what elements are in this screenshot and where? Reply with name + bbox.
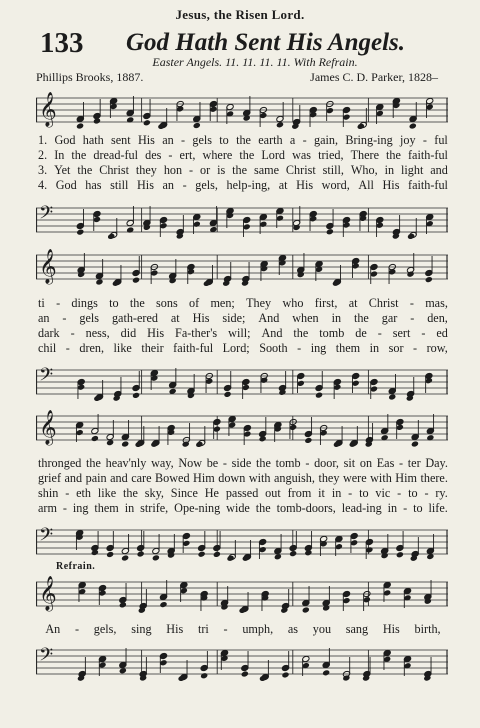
lyric-syllable: you bbox=[312, 622, 332, 636]
lyric-syllable: to bbox=[219, 133, 229, 147]
note-head bbox=[241, 671, 249, 678]
treble-staff bbox=[36, 572, 448, 616]
lyric-syllable: tried, bbox=[318, 148, 344, 162]
lyric-syllable: sing bbox=[131, 622, 152, 636]
lyric-syllable: He bbox=[204, 486, 219, 500]
lyric-syllable: care bbox=[131, 471, 152, 485]
lyric-syllable: ful bbox=[434, 133, 448, 147]
lyric-syllable: as bbox=[287, 622, 299, 636]
note-head bbox=[281, 671, 289, 678]
lyric-syllable: anguish, bbox=[273, 471, 315, 485]
lyric-syllable: the bbox=[255, 501, 271, 515]
lyric-line bbox=[38, 178, 448, 193]
lyric-line bbox=[38, 501, 448, 516]
lyric-syllable: to bbox=[408, 486, 418, 500]
lyric-syllable: Lord bbox=[261, 148, 286, 162]
lyric-syllable: An bbox=[45, 622, 61, 636]
lyric-syllable: the bbox=[77, 163, 93, 177]
note-head bbox=[224, 391, 232, 398]
lyric-syllable: His bbox=[192, 311, 210, 325]
lyric-syllable: Yet bbox=[54, 163, 71, 177]
note-head bbox=[213, 551, 221, 558]
treble-clef: 𝄞 bbox=[39, 410, 57, 445]
lyric-syllable: - bbox=[181, 133, 186, 147]
lyric-syllable: like bbox=[113, 341, 132, 355]
lyric-syllable: is bbox=[217, 163, 226, 177]
lyric-syllable: out bbox=[265, 486, 281, 500]
note-head bbox=[200, 672, 208, 679]
lyric-syllable: strife, bbox=[140, 501, 169, 515]
bass-clef: 𝄢 bbox=[39, 365, 54, 390]
lyric-syllable: - bbox=[56, 296, 61, 310]
lyric-syllable: the bbox=[86, 456, 101, 470]
lyric-syllable: And bbox=[261, 326, 283, 340]
lyric-syllable: faith-ful bbox=[173, 341, 214, 355]
lyric-syllable: where bbox=[202, 148, 233, 162]
note-head bbox=[121, 555, 129, 562]
bass-staff bbox=[36, 640, 448, 684]
lyric-syllable: with bbox=[248, 471, 271, 485]
tune-name: Easter Angels. 11. 11. 11. 11. With Refrain. bbox=[152, 55, 358, 69]
lyric-syllable: des bbox=[145, 148, 162, 162]
lyric-syllable: from bbox=[287, 486, 312, 500]
lyric-syllable: His bbox=[137, 133, 155, 147]
lyric-syllable: - bbox=[305, 456, 310, 470]
note-head bbox=[137, 550, 145, 557]
lyric-syllable: His bbox=[137, 178, 154, 192]
staff-svg bbox=[36, 198, 448, 242]
lyric-syllable: heav'nly bbox=[105, 456, 147, 470]
lyric-syllable: Lord; bbox=[222, 341, 250, 355]
bass-staff bbox=[36, 360, 448, 404]
note-head bbox=[289, 550, 297, 557]
lyric-syllable: Him bbox=[395, 471, 417, 485]
lyric-syllable: 4. bbox=[38, 178, 48, 192]
lyrics-system-2 bbox=[38, 296, 448, 356]
lyric-syllable: birth, bbox=[414, 622, 441, 636]
lyric-syllable: same bbox=[253, 163, 279, 177]
lyric-syllable: - bbox=[189, 163, 194, 177]
lyric-syllable: - bbox=[410, 311, 415, 325]
lyric-syllable: dren, bbox=[79, 341, 105, 355]
lyric-syllable: Fa-ther's bbox=[175, 326, 218, 340]
lyric-line bbox=[38, 133, 448, 148]
lyric-syllable: ert, bbox=[179, 148, 196, 162]
lyric-syllable: at bbox=[348, 296, 358, 310]
bass-staff bbox=[36, 198, 448, 242]
lyric-syllable: And bbox=[258, 311, 280, 325]
lyric-line bbox=[38, 471, 448, 486]
lyric-syllable: sons bbox=[156, 296, 178, 310]
lyric-syllable: - bbox=[62, 311, 67, 325]
lyric-syllable: men; bbox=[210, 296, 235, 310]
treble-clef: 𝄞 bbox=[39, 249, 57, 284]
lyric-syllable: ed bbox=[436, 326, 448, 340]
lyric-syllable: gain, bbox=[314, 133, 339, 147]
lyric-syllable: sang bbox=[345, 622, 369, 636]
lyric-syllable: tomb bbox=[319, 326, 345, 340]
note-head bbox=[76, 229, 84, 236]
lyric-line bbox=[38, 326, 448, 341]
treble-clef: 𝄞 bbox=[39, 92, 57, 127]
lyric-syllable: There bbox=[350, 148, 379, 162]
lyric-line bbox=[38, 163, 448, 178]
note-head bbox=[425, 276, 433, 283]
staff-svg bbox=[36, 406, 448, 450]
lyric-syllable: - bbox=[377, 326, 382, 340]
lyric-syllable: who bbox=[282, 296, 304, 310]
lyric-line bbox=[38, 341, 448, 356]
lyrics-system-1 bbox=[38, 133, 448, 193]
lyric-syllable: dings bbox=[71, 296, 98, 310]
lyric-syllable: - bbox=[348, 486, 353, 500]
lyric-syllable: faith-ful bbox=[408, 148, 448, 162]
lyric-syllable: the bbox=[293, 326, 309, 340]
lyric-syllable: side bbox=[231, 456, 252, 470]
lyric-syllable: did bbox=[120, 326, 137, 340]
lyric-line bbox=[38, 456, 448, 471]
lyric-syllable: - bbox=[399, 456, 404, 470]
lyric-syllable: Now bbox=[178, 456, 203, 470]
lyric-syllable: on bbox=[359, 456, 373, 470]
lyric-syllable: ing bbox=[72, 501, 89, 515]
lyric-syllable: like bbox=[97, 486, 117, 500]
lyric-syllable: wide bbox=[226, 501, 250, 515]
lyric-line bbox=[38, 296, 448, 311]
lyric-syllable: - bbox=[302, 133, 307, 147]
lyric-syllable: ing bbox=[310, 341, 327, 355]
lyric-syllable: they bbox=[135, 163, 157, 177]
lyric-syllable: or bbox=[200, 163, 211, 177]
lyric-syllable: hon bbox=[163, 163, 183, 177]
lyric-syllable: - bbox=[297, 341, 302, 355]
lyric-syllable: be bbox=[206, 456, 219, 470]
note-head bbox=[315, 392, 323, 399]
note-head bbox=[195, 441, 203, 448]
lyric-syllable: word, bbox=[321, 178, 350, 192]
lyric-syllable: passed bbox=[225, 486, 259, 500]
lyric-syllable: joy bbox=[400, 133, 416, 147]
lyric-syllable: in bbox=[331, 311, 342, 325]
staff-svg bbox=[36, 640, 448, 684]
lyric-syllable: ter bbox=[407, 456, 421, 470]
lyric-syllable: Christ bbox=[285, 163, 316, 177]
lyric-line bbox=[38, 486, 448, 501]
lyric-syllable: - bbox=[182, 178, 187, 192]
note-head bbox=[76, 123, 84, 130]
lyric-syllable: - bbox=[424, 486, 429, 500]
lyric-syllable: pain bbox=[85, 471, 107, 485]
lyric-syllable: to bbox=[359, 486, 369, 500]
lyric-syllable: - bbox=[75, 622, 80, 636]
note-head bbox=[132, 277, 140, 284]
lyric-syllable: still, bbox=[322, 163, 344, 177]
refrain-label: Refrain. bbox=[56, 561, 96, 572]
note-head bbox=[302, 606, 310, 613]
bass-staff bbox=[36, 520, 448, 564]
lyric-syllable: umph, bbox=[242, 622, 274, 636]
lyric-syllable: the bbox=[123, 486, 138, 500]
lyric-syllable: gar bbox=[381, 311, 398, 325]
lyric-syllable: sert bbox=[392, 326, 411, 340]
lyric-syllable: way, bbox=[151, 456, 174, 470]
treble-clef: 𝄞 bbox=[39, 576, 57, 611]
treble-staff bbox=[36, 88, 448, 132]
lyric-syllable: mas, bbox=[425, 296, 448, 310]
treble-staff bbox=[36, 406, 448, 450]
lyric-syllable: an bbox=[162, 178, 175, 192]
lyric-syllable: - bbox=[70, 326, 75, 340]
lyric-syllable: Him bbox=[193, 471, 215, 485]
note-head bbox=[227, 555, 235, 562]
note-head bbox=[132, 392, 140, 399]
lyric-syllable: hath bbox=[82, 133, 104, 147]
lyric-syllable: - bbox=[413, 341, 418, 355]
lyric-syllable: dark bbox=[38, 326, 60, 340]
staff-svg bbox=[36, 572, 448, 616]
lyric-syllable: faith-ful bbox=[408, 178, 448, 192]
note-head bbox=[193, 122, 201, 129]
lyric-syllable: de bbox=[355, 326, 367, 340]
lyric-syllable: in bbox=[124, 501, 135, 515]
lyric-syllable: His bbox=[382, 178, 400, 192]
lyric-syllable: thronged bbox=[38, 456, 82, 470]
lyric-syllable: the bbox=[129, 296, 145, 310]
lyric-syllable: - bbox=[403, 501, 408, 515]
lyric-syllable: has bbox=[85, 178, 102, 192]
lyric-syllable: eth bbox=[76, 486, 91, 500]
lyric-syllable: His bbox=[147, 326, 165, 340]
lyric-syllable: vic bbox=[375, 486, 391, 500]
lyric-syllable: down bbox=[218, 471, 246, 485]
lyric-syllable: row, bbox=[426, 341, 448, 355]
lyric-syllable: will; bbox=[228, 326, 251, 340]
lyric-syllable: at bbox=[170, 311, 180, 325]
note-head bbox=[106, 551, 114, 558]
staff-svg bbox=[36, 245, 448, 289]
note-head bbox=[322, 669, 330, 676]
lyric-syllable: arm bbox=[38, 501, 57, 515]
lyric-syllable: it bbox=[318, 486, 325, 500]
lyric-syllable: tomb bbox=[275, 456, 301, 470]
lyric-syllable: - bbox=[422, 133, 427, 147]
lyric-syllable: God bbox=[54, 133, 76, 147]
lyric-syllable: His bbox=[166, 622, 184, 636]
lyric-syllable: His bbox=[382, 622, 400, 636]
lyric-syllable: of bbox=[189, 296, 200, 310]
note-head bbox=[326, 228, 334, 235]
lyric-syllable: the bbox=[386, 148, 401, 162]
staff-svg bbox=[36, 360, 448, 404]
note-head bbox=[388, 393, 396, 400]
lyric-syllable: first, bbox=[314, 296, 338, 310]
lyric-syllable: sit bbox=[343, 456, 356, 470]
note-head bbox=[396, 551, 404, 558]
lyric-syllable: the bbox=[71, 148, 87, 162]
lyric-syllable: gath-ered bbox=[111, 311, 158, 325]
lyric-syllable: All bbox=[358, 178, 374, 192]
lyric-syllable: sor bbox=[388, 341, 404, 355]
lyric-syllable: was bbox=[292, 148, 312, 162]
lyric-syllable: earth bbox=[258, 133, 283, 147]
treble-staff bbox=[36, 245, 448, 289]
lyric-syllable: ti bbox=[38, 296, 45, 310]
hymn-title: God Hath Sent His Angels. bbox=[126, 29, 405, 56]
lyrics-system-4 bbox=[38, 622, 448, 637]
lyric-syllable: His bbox=[296, 178, 314, 192]
lyric-syllable: 1. bbox=[38, 133, 48, 147]
lyric-syllable: sent bbox=[111, 133, 131, 147]
note-head bbox=[143, 119, 151, 126]
lyric-line bbox=[38, 311, 448, 326]
lyric-syllable: sky, bbox=[144, 486, 164, 500]
lyric-line bbox=[38, 622, 448, 637]
lyric-syllable: the bbox=[353, 311, 369, 325]
lyric-syllable: Christ bbox=[99, 163, 129, 177]
lyric-syllable: Eas bbox=[376, 456, 395, 470]
lyric-syllable: door, bbox=[314, 456, 339, 470]
lyric-syllable: Day. bbox=[425, 456, 448, 470]
lyric-syllable: when bbox=[292, 311, 319, 325]
running-head: Jesus, the Risen Lord. bbox=[175, 7, 305, 22]
lyric-syllable: dread-ful bbox=[93, 148, 139, 162]
lyric-syllable: - bbox=[421, 326, 426, 340]
lyric-syllable: Who, bbox=[350, 163, 378, 177]
composer-credit: James C. D. Parker, 1828– bbox=[310, 70, 438, 84]
note-head bbox=[121, 441, 129, 448]
lyric-syllable: - bbox=[409, 296, 414, 310]
lyric-syllable: in bbox=[331, 486, 342, 500]
lyric-syllable: light bbox=[400, 163, 424, 177]
note-head bbox=[304, 437, 312, 444]
lyric-syllable: den, bbox=[427, 311, 448, 325]
note-head bbox=[152, 554, 160, 561]
staff-svg bbox=[36, 88, 448, 132]
note-head bbox=[409, 123, 417, 130]
staff-svg bbox=[36, 520, 448, 564]
note-head bbox=[126, 226, 134, 233]
lyric-syllable: still bbox=[110, 178, 129, 192]
lyric-syllable: they bbox=[318, 471, 340, 485]
lyric-syllable: lead-ing bbox=[341, 501, 382, 515]
lyric-syllable: In bbox=[54, 148, 65, 162]
lyric-syllable: Christ bbox=[368, 296, 399, 310]
lyric-syllable: and bbox=[110, 471, 128, 485]
lyric-syllable: and bbox=[430, 163, 448, 177]
lyric-syllable: chil bbox=[38, 341, 57, 355]
lyric-syllable: shin bbox=[38, 486, 59, 500]
lyric-syllable: them bbox=[94, 501, 119, 515]
lyric-syllable: tomb-doors, bbox=[276, 501, 336, 515]
lyric-syllable: ry. bbox=[435, 486, 448, 500]
lyric-syllable: They bbox=[246, 296, 272, 310]
lyric-syllable: 2. bbox=[38, 148, 48, 162]
hymn-number: 133 bbox=[40, 27, 84, 59]
lyric-syllable: ness, bbox=[85, 326, 110, 340]
lyric-syllable: gels, bbox=[93, 622, 117, 636]
note-head bbox=[107, 233, 115, 240]
lyric-syllable: tri bbox=[197, 622, 209, 636]
lyric-syllable: at bbox=[278, 178, 288, 192]
bass-clef: 𝄢 bbox=[39, 203, 54, 228]
lyric-syllable: - bbox=[168, 148, 173, 162]
lyric-syllable: in bbox=[384, 163, 395, 177]
note-head bbox=[95, 279, 103, 286]
note-head bbox=[91, 435, 99, 442]
lyric-syllable: to bbox=[413, 501, 423, 515]
lyric-syllable: the bbox=[255, 456, 271, 470]
bass-clef: 𝄢 bbox=[39, 645, 54, 670]
lyric-syllable: there. bbox=[420, 471, 448, 485]
note-head bbox=[357, 123, 365, 130]
lyric-syllable: side; bbox=[222, 311, 246, 325]
author-credit: Phillips Brooks, 1887. bbox=[36, 70, 144, 84]
lyric-syllable: a bbox=[289, 133, 296, 147]
lyric-syllable: the bbox=[239, 148, 255, 162]
lyric-syllable: - bbox=[65, 486, 70, 500]
lyric-syllable: gels, bbox=[195, 178, 218, 192]
lyric-syllable: were bbox=[342, 471, 367, 485]
bass-clef: 𝄢 bbox=[39, 525, 54, 550]
lyric-syllable: - bbox=[223, 622, 228, 636]
lyric-syllable: gels bbox=[79, 311, 100, 325]
lyric-syllable: Sooth bbox=[259, 341, 288, 355]
note-head bbox=[159, 601, 167, 608]
lyric-syllable: an bbox=[162, 133, 174, 147]
lyric-syllable: Bowed bbox=[155, 471, 190, 485]
lyric-syllable: with bbox=[370, 471, 392, 485]
lyric-syllable: God bbox=[55, 178, 77, 192]
lyric-syllable: an bbox=[38, 311, 50, 325]
note-head bbox=[198, 551, 206, 558]
lyric-syllable: Since bbox=[170, 486, 198, 500]
lyric-syllable: them bbox=[335, 341, 361, 355]
lyric-syllable: help-ing, bbox=[226, 178, 271, 192]
note-head bbox=[407, 233, 415, 240]
lyric-syllable: Ope-ning bbox=[174, 501, 221, 515]
lyric-syllable: 3. bbox=[38, 163, 48, 177]
lyric-syllable: - bbox=[222, 456, 227, 470]
lyric-syllable: - bbox=[65, 341, 70, 355]
lyric-syllable: the bbox=[232, 163, 248, 177]
lyric-line bbox=[38, 148, 448, 163]
lyric-syllable: their bbox=[141, 341, 164, 355]
lyric-syllable: in bbox=[369, 341, 380, 355]
lyric-syllable: to bbox=[109, 296, 119, 310]
lyric-syllable: the bbox=[236, 133, 251, 147]
note-head bbox=[411, 441, 419, 448]
lyric-syllable: life. bbox=[428, 501, 448, 515]
lyric-syllable: - bbox=[397, 486, 402, 500]
lyric-syllable: - bbox=[62, 501, 67, 515]
lyric-syllable: in bbox=[387, 501, 398, 515]
lyric-syllable: and bbox=[64, 471, 83, 485]
lyrics-system-3 bbox=[38, 456, 448, 516]
lyric-syllable: grief bbox=[38, 471, 62, 485]
lyric-syllable: Bring-ing bbox=[345, 133, 393, 147]
lyric-syllable: gels bbox=[192, 133, 212, 147]
